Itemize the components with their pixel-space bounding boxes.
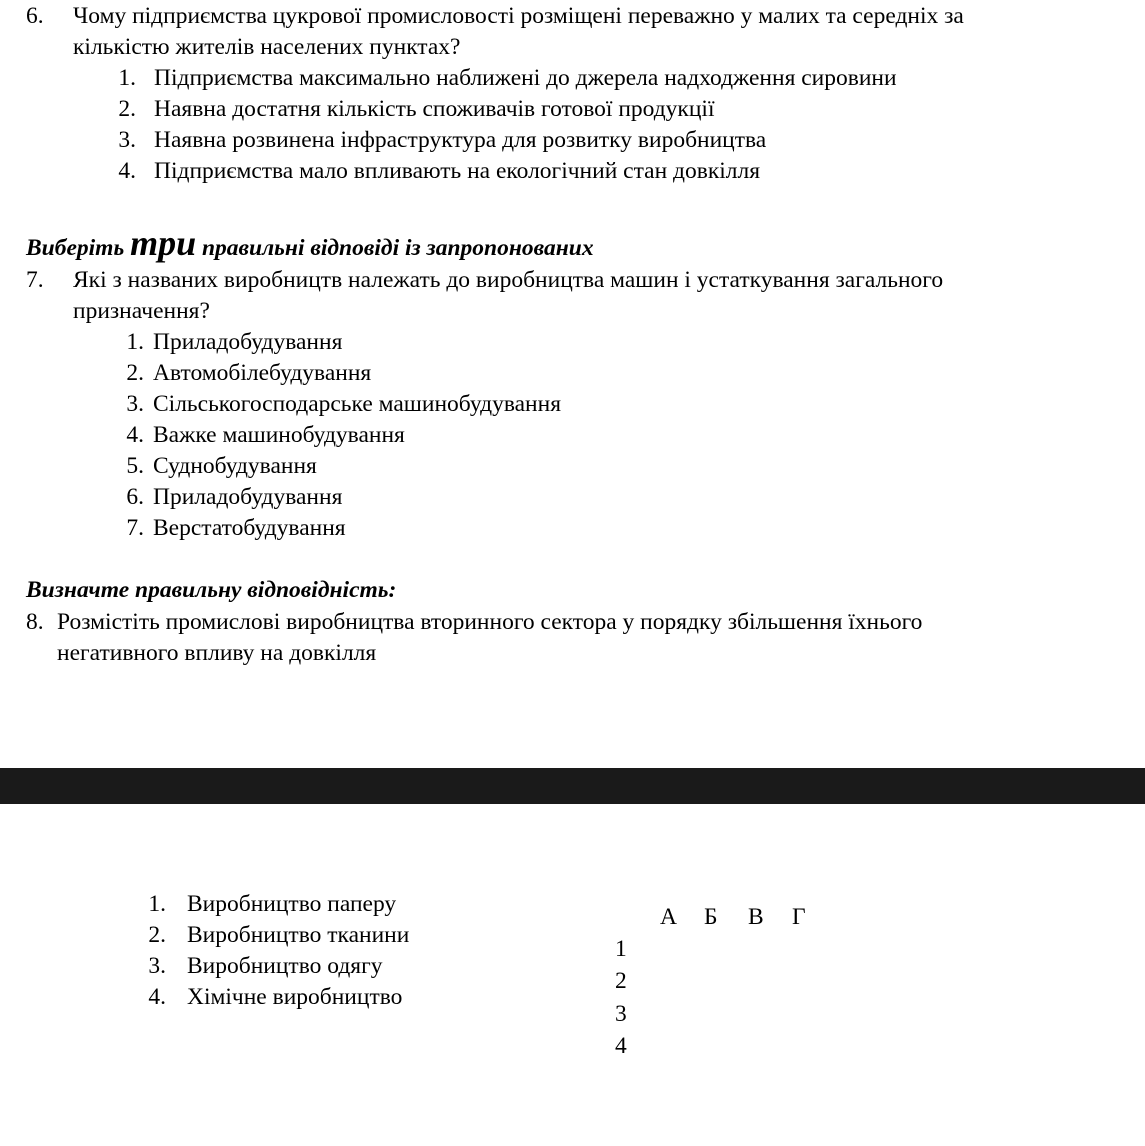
heading-prefix: Виберіть <box>26 235 131 261</box>
option-number: 7. <box>126 515 144 541</box>
grid-column-header: Б <box>704 904 718 930</box>
option-number: 1. <box>118 65 136 91</box>
option-text: Наявна достатня кількість споживачів готової продукції <box>154 96 715 122</box>
question-6-number: 6. <box>26 3 44 29</box>
grid-column-header: В <box>748 904 764 930</box>
option-number: 5. <box>126 453 144 479</box>
option-number: 2. <box>118 96 136 122</box>
heading-suffix: правильні відповіді із запропонованих <box>196 235 594 261</box>
question-7-number: 7. <box>26 267 44 293</box>
option-text: Приладобудування <box>153 329 343 355</box>
item-number: 3. <box>148 953 166 979</box>
option-number: 2. <box>126 360 144 386</box>
black-divider-bar <box>0 768 1145 804</box>
section-heading-matching: Визначте правильну відповідність: <box>26 577 397 603</box>
question-8-number: 8. <box>26 609 44 635</box>
option-text: Сільськогосподарське машинобудування <box>153 391 562 417</box>
item-text: Виробництво одягу <box>187 953 383 979</box>
option-text: Автомобілебудування <box>153 360 372 386</box>
heading-emphasis: три <box>130 223 197 263</box>
section-heading-choose-three <box>26 223 594 264</box>
item-text: Виробництво тканини <box>187 922 410 948</box>
option-text: Приладобудування <box>153 484 343 510</box>
item-number: 1. <box>148 891 166 917</box>
option-number: 6. <box>126 484 144 510</box>
item-text: Виробництво паперу <box>187 891 397 917</box>
answer-grid-column-headers <box>660 902 836 933</box>
question-6-text-line2: кількістю жителів населених пунктах? <box>73 34 461 60</box>
item-number: 2. <box>148 922 166 948</box>
option-number: 1. <box>126 329 144 355</box>
option-text: Верстатобудування <box>153 515 346 541</box>
question-7-text-line1: Які з названих виробництв належать до виробництва машин і устаткування загального <box>73 267 944 293</box>
option-text: Підприємства мало впливають на екологічний стан довкілля <box>154 158 761 184</box>
grid-row-label: 3 <box>615 1001 627 1027</box>
question-7-text-line2: призначення? <box>73 298 210 324</box>
grid-row-label: 4 <box>615 1033 627 1059</box>
option-number: 4. <box>118 158 136 184</box>
question-8-text-line1: Розмістіть промислові виробництва вторинного сектора у порядку збільшення їхнього <box>57 609 923 635</box>
option-text: Важке машинобудування <box>153 422 405 448</box>
option-number: 3. <box>118 127 136 153</box>
question-6-text-line1: Чому підприємства цукрової промисловості розміщені переважно у малих та середніх за <box>73 3 964 29</box>
grid-column-header: А <box>660 904 677 930</box>
option-text: Суднобудування <box>153 453 317 479</box>
option-number: 3. <box>126 391 144 417</box>
grid-column-header: Г <box>792 904 806 930</box>
item-text: Хімічне виробництво <box>187 984 403 1010</box>
option-text: Наявна розвинена інфраструктура для розвитку виробництва <box>154 127 767 153</box>
item-number: 4. <box>148 984 166 1010</box>
option-number: 4. <box>126 422 144 448</box>
option-text: Підприємства максимально наближені до джерела надходження сировини <box>154 65 897 91</box>
grid-row-label: 2 <box>615 968 627 994</box>
question-8-text-line2: негативного впливу на довкілля <box>57 640 377 666</box>
grid-row-label: 1 <box>615 936 627 962</box>
